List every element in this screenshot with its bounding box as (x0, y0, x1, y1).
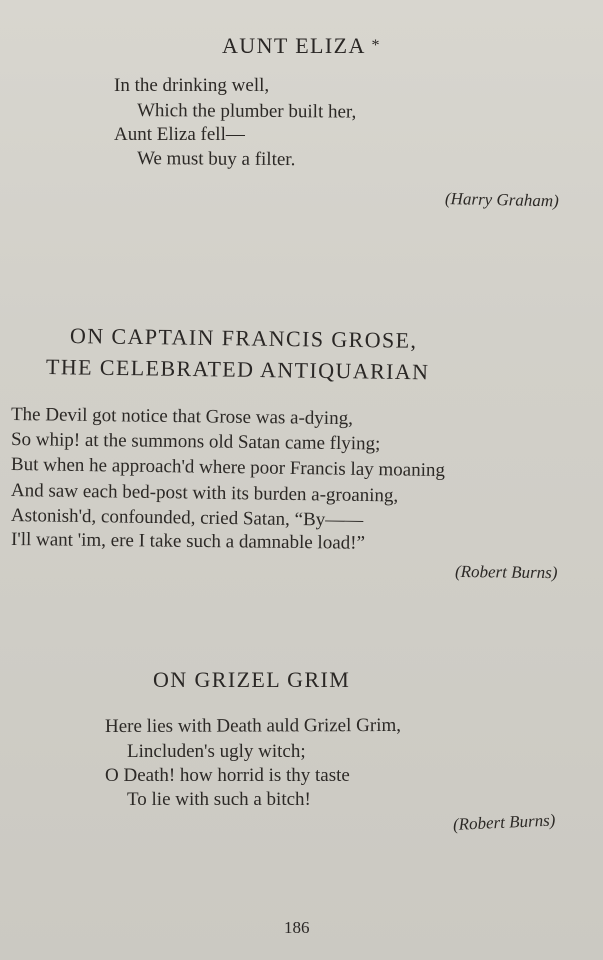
poem-line: I'll want 'im, ere I take such a damnable load!” (10, 529, 366, 554)
poem-line: To lie with such a bitch! (127, 789, 311, 810)
poem-title-line: THE CELEBRATED ANTIQUARIAN (45, 354, 430, 385)
poem-title-text: AUNT ELIZA (222, 33, 365, 58)
footnote-asterisk: * (371, 37, 381, 54)
poem-attribution: (Robert Burns) (452, 810, 556, 834)
poem-line: Lincluden's ugly witch; (127, 741, 306, 762)
poem-title-grizel-grim: ON GRIZEL GRIM (153, 667, 351, 692)
poem-line: Which the plumber built her, (136, 100, 357, 123)
page-number: 186 (284, 918, 310, 937)
poem-title-line: ON CAPTAIN FRANCIS GROSE, (69, 323, 418, 353)
poem-attribution: (Robert Burns) (454, 562, 558, 583)
poem-line: Aunt Eliza fell— (114, 124, 245, 145)
poem-attribution: (Harry Graham) (444, 189, 559, 211)
poem-line: The Devil got notice that Grose was a-dying, (10, 404, 354, 430)
poem-line: Here lies with Death auld Grizel Grim, (104, 714, 402, 737)
poem-line: O Death! how horrid is thy taste (105, 765, 350, 786)
poem-line: We must buy a filter. (136, 148, 296, 171)
poem-line: So whip! at the summons old Satan came flying; (10, 429, 381, 455)
poem-line: But when he approach'd where poor Francis lay moaning (10, 454, 446, 482)
poem-line: And saw each bed-post with its burden a-groaning, (10, 480, 399, 507)
poem-line: In the drinking well, (114, 75, 270, 96)
poem-title-aunt-eliza (222, 33, 381, 59)
poem-line: Astonish'd, confounded, cried Satan, “By—— (10, 505, 364, 531)
